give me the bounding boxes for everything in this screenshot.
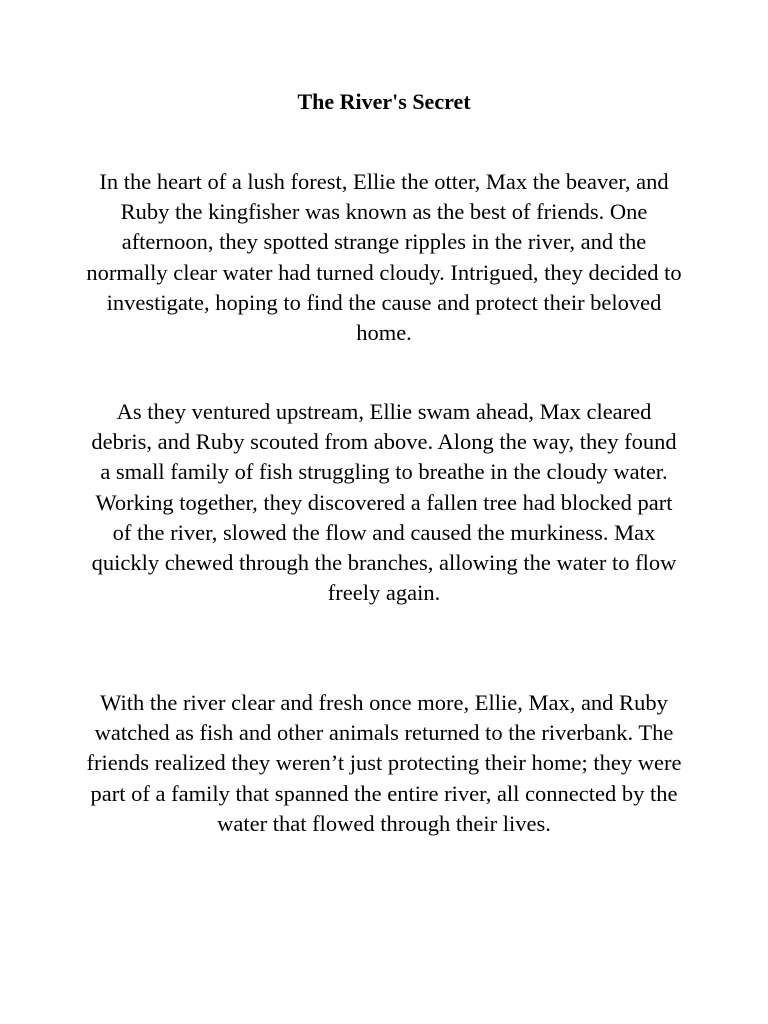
paragraph-1: In the heart of a lush forest, Ellie the otter, Max the beaver, and Ruby the kingfisher was known as the best of friends. One afternoon, they spotted strange ripples in the river, and the normally clear water had turned cloudy. Intrigued, they decided to investigate, hoping to find the cause and protect their beloved home. [86,169,682,346]
paragraph-2: As they ventured upstream, Ellie swam ahead, Max cleared debris, and Ruby scouted from above. Along the way, they found a small family of fish struggling to breathe in the cloudy water. Working together, they discovered a fallen tree had blocked part of the river, slowed the flow and caused the murkiness. Max quickly chewed through the branches, allowing the water to flow freely again. [91,399,677,606]
document-title: The River's Secret [297,89,471,114]
paragraph-3: With the river clear and fresh once more, Ellie, Max, and Ruby watched as fish and other animals returned to the riverbank. The friends realized they weren’t just protecting their home; they were part of a family that spanned the entire river, all connected by the water that flowed through their lives. [86,690,682,836]
